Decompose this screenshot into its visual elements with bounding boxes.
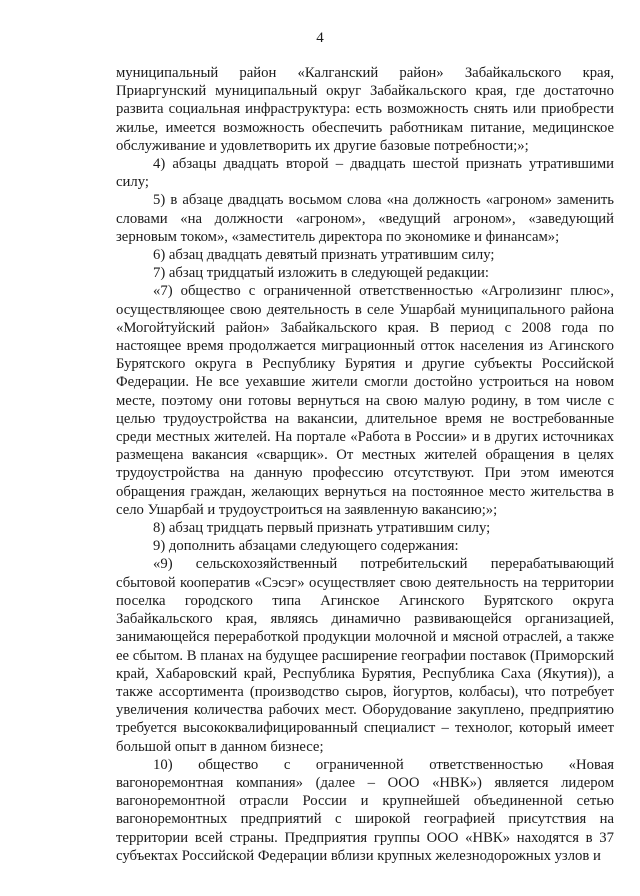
paragraph-item-6: 6) абзац двадцать девятый признать утратившим силу;	[153, 247, 495, 264]
paragraph-item-7-text: «7) общество с ограниченной ответственностью «Агролизинг плюс», осуществляющее свою деятельность в селе Ушарбай муниципального района «Могойтуйский район» Забайкальского края. В период с 2008 года по настоящее время продолжается миграционный отток населения из Агинского Бурятского округа в Республику Бурятия и другие субъекты Российской Федерации. Не все уехавшие жители смогли достойно устроиться на новом месте, поэтому они готовы вернуться на свою малую родину, в том числе с целью трудоустройства на вакансии, длительное время не востребованные среди местных жителей. На портале «Работа в России» и в других источниках размещена вакансия «сварщик». От местных жителей обращения в целях трудоустройства на данную профессию отсутствуют. При этом имеются обращения граждан, желающих вернуться на постоянное место жительства в село Ушарбай и трудоустроиться на заявленную вакансию;»;	[116, 283, 614, 518]
paragraph-item-7: 7) абзац тридцатый изложить в следующей редакции:	[153, 265, 489, 282]
paragraph-added-9: «9) сельскохозяйственный потребительский перерабатывающий сбытовой кооператив «Сэсэг» осуществляет свою деятельность на территории поселка городского типа Агинское Агинского Бурятского округа Забайкальского края, являясь динамично развивающейся организацией, занимающейся переработкой продукции молочной и мясной отраслей, а также ее сбытом. В планах на будущее расширение географии поставок (Приморский край, Хабаровский край, Республика Бурятия, Республика Саха (Якутия)), а также ассортимента (производство сыров, йогуртов, колбасы), что потребует увеличения количества рабочих мест. Оборудование закуплено, предприятию требуется высококвалифицированный специалист – технолог, который имеет большой опыт в данном бизнесе;	[116, 556, 614, 755]
page-number: 4	[316, 30, 324, 46]
document-body	[116, 64, 614, 865]
paragraph-item-9: 9) дополнить абзацами следующего содержания:	[153, 538, 459, 555]
paragraph-intro-continuation: муниципальный район «Калганский район» Забайкальского края, Приаргунский муниципальный округ Забайкальского края, где достаточно развита социальная инфраструктура: есть возможность снять или приобрести жилье, имеется возможность обеспечить работникам питание, медицинское обслуживание и удовлетворить их другие базовые потребности;»;	[116, 65, 614, 154]
paragraph-item-8: 8) абзац тридцать первый признать утратившим силу;	[153, 520, 491, 537]
paragraph-item-4: 4) абзацы двадцать второй – двадцать шестой признать утратившими силу;	[116, 156, 614, 191]
paragraph-added-10: 10) общество с ограниченной ответственностью «Новая вагоноремонтная компания» (далее – ООО «НВК») является лидером вагоноремонтной отрасли России и крупнейшей объединенной сетью вагоноремонтных предприятий с широкой географией присутствия на территории всей страны. Предприятия группы ООО «НВК» находятся в 37 субъектах Российской Федерации вблизи крупных железнодорожных узлов и	[116, 756, 614, 864]
paragraph-item-5: 5) в абзаце двадцать восьмом слова «на должность «агроном» заменить словами «на должности «агроном», «ведущий агроном», «заведующий зерновым током», «заместитель директора по экономике и финансам»;	[116, 192, 614, 245]
